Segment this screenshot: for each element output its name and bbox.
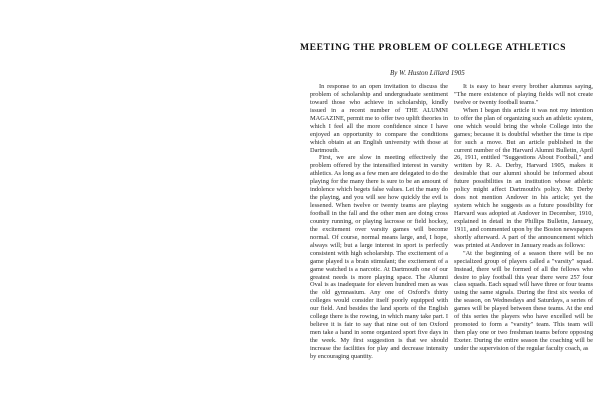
byline-year: 1905 [450, 69, 465, 77]
article-title: MEETING THE PROBLEM OF COLLEGE ATHLETICS [300, 42, 567, 53]
byline-author: By W. Huston Lillard [390, 69, 449, 77]
paragraph: "At the beginning of a season there will be no specialized group of players called a "varsity" squad. Instead, there will be formed of all the fellows who desire to play football this year there were 257 four class squads. Each squad will have three or four teams using the same signals. During the first six weeks of the season, on Wednesdays and Saturdays, a series of games will be played between these teams. At the end of this series the players who have excelled will be promoted to form a "varsity" team. This team will then play one or two freshman teams before opposing Exeter. During the entire season the coaching will be under the supervision of the regular faculty coach, as [454, 249, 593, 352]
paragraph: It is easy to hear every brother alumnus saying, "The mere existence of playing fields will not create twelve or twenty football teams." [454, 83, 593, 106]
paragraph: In response to an open invitation to discuss the problem of scholarship and undergraduate sentiment toward those who achieve in scholarship, kindly issued in a recent number of THE ALUMNI MAGAZINE, permit me to offer two uplift theories in which I feel all the more confidence since I have enjoyed an opportunity to compare the conditions which obtain at an English university with those at Dartmouth. [310, 83, 448, 154]
paragraph: When I began this article it was not my intention to offer the plan of organizing such an athletic system, one which would bring the whole College into the games; because it is doubtful whether the time is ripe for such a move. But an article published in the current number of the Harvard Alumni Bulletin, April 26, 1911, entitled "Suggestions About Football," and written by R. A. Derby, Harvard 1905, makes it desirable that our alumni should be informed about future possibilities in an institution whose athletic policy might affect Dartmouth's policy. Mr. Derby does not mention Andover in his article; yet the system which he suggests as a future possibility for Harvard was adopted at Andover in December, 1910, explained in detail in the Phillips Bulletin, January, 1911, and commented upon by the Boston newspapers shortly afterward. A part of the announcement which was printed at Andover in January reads as follows: [454, 106, 593, 249]
right-column [454, 83, 593, 353]
article-byline [390, 69, 590, 77]
paragraph: First, we are slow in meeting effectively the problem offered by the intensified interest in varsity athletics. As long as a few men are delegated to do the playing for the many there is sure to be an amount of indolence which begets false values. Let the many do the playing, and you will see how quickly the evil is lessened. When twelve or twenty teams are playing football in the fall and the other men are doing cross country running, or playing lacrosse or field hockey, the excitement over varsity games will become normal. Of course, normal means large, and, I hope, always will; but a large interest in sport is perfectly consistent with high scholarship. The excitement of a game played is a brain stimulant; the excitement of a game watched is a narcotic. At Dartmouth one of our greatest needs is more playing space. The Alumni Oval is as inadequate for eleven hundred men as was the old gymnasium. Any one of Oxford's thirty colleges would consider itself poorly equipped with our field. And besides the land sports of the English college there is the rowing, in which many take part. I believe it is fair to say that nine out of ten Oxford men take a hand in some organized sport five days in the week. My first suggestion is that we should increase the facilities for play and decrease intensity by encouraging quantity. [310, 154, 448, 360]
left-column [310, 83, 448, 361]
